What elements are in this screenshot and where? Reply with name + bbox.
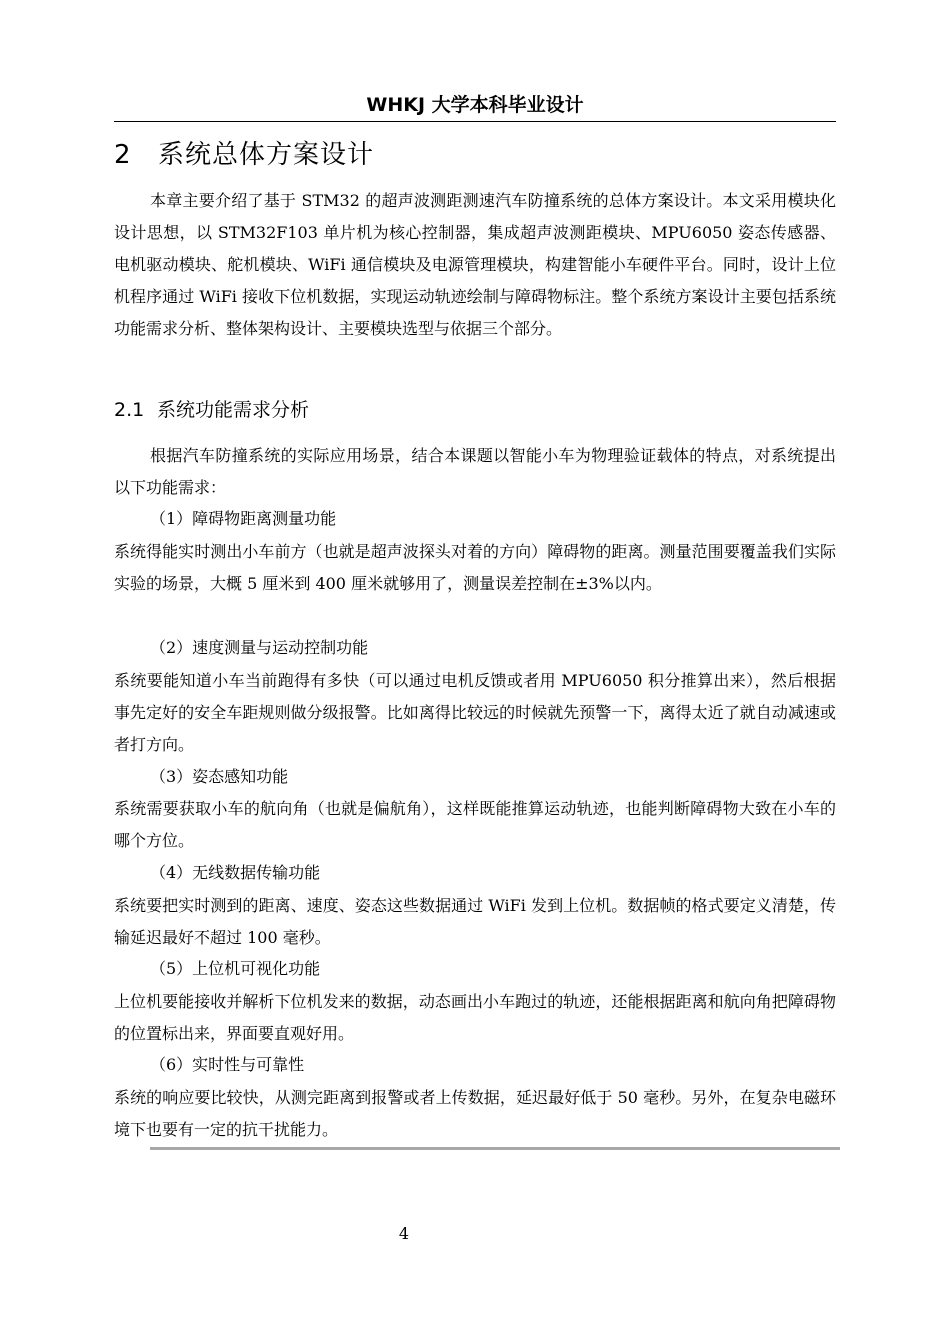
page-header: WHKJ 大学本科毕业设计 <box>366 94 584 116</box>
section-title <box>114 395 309 425</box>
item-body-5: 上位机要能接收并解析下位机发来的数据，动态画出小车跑过的轨迹，还能根据距离和航向角把障碍物的位置标出来，界面要直观好用。 <box>114 992 836 1043</box>
item-body-4: 系统要把实时测到的距离、速度、姿态这些数据通过 WiFi 发到上位机。数据帧的格式要定义清楚，传输延迟最好不超过 100 毫秒。 <box>114 896 836 947</box>
footer-divider <box>150 1147 840 1150</box>
item-heading-3: （3）姿态感知功能 <box>150 767 289 786</box>
section-title-text: 系统功能需求分析 <box>157 399 310 421</box>
item-heading-2: （2）速度测量与运动控制功能 <box>150 638 369 657</box>
intro-paragraph: 本章主要介绍了基于 STM32 的超声波测距测速汽车防撞系统的总体方案设计。本文采用模块化设计思想，以 STM32F103 单片机为核心控制器，集成超声波测距模块、MPU6050 姿态传感器、电机驱动模块、舵机模块、WiFi 通信模块及电源管理模块，构建智能小车硬件平台。同时，设计上位机程序通过 WiFi 接收下位机数据，实现运动轨迹绘制与障碍物标注。整个系统方案设计主要包括系统功能需求分析、整体架构设计、主要模块选型与依据三个部分。 <box>114 191 836 338</box>
item-body-6: 系统的响应要比较快，从测完距离到报警或者上传数据，延迟最好低于 50 毫秒。另外，在复杂电磁环境下也要有一定的抗干扰能力。 <box>114 1088 836 1139</box>
item-heading-5: （5）上位机可视化功能 <box>150 959 321 978</box>
item-heading-4: （4）无线数据传输功能 <box>150 863 321 882</box>
item-heading-1: （1）障碍物距离测量功能 <box>150 509 337 528</box>
item-body-3: 系统需要获取小车的航向角（也就是偏航角），这样既能推算运动轨迹，也能判断障碍物大致在小车的哪个方位。 <box>114 799 836 850</box>
section-number: 2.1 <box>114 399 145 421</box>
item-heading-6: （6）实时性与可靠性 <box>150 1055 305 1074</box>
item-body-1: 系统得能实时测出小车前方（也就是超声波探头对着的方向）障碍物的距离。测量范围要覆盖我们实际实验的场景，大概 5 厘米到 400 厘米就够用了，测量误差控制在±3%以内。 <box>114 542 836 593</box>
chapter-title <box>114 138 374 172</box>
page-number: 4 <box>398 1224 410 1243</box>
section-lead-paragraph: 根据汽车防撞系统的实际应用场景，结合本课题以智能小车为物理验证载体的特点，对系统提出以下功能需求： <box>114 446 836 497</box>
header-divider <box>114 121 836 122</box>
item-body-2: 系统要能知道小车当前跑得有多快（可以通过电机反馈或者用 MPU6050 积分推算出来），然后根据事先定好的安全车距规则做分级报警。比如离得比较远的时候就先预警一下，离得太近了就自动减速或者打方向。 <box>114 671 836 754</box>
chapter-number: 2 <box>114 140 132 170</box>
chapter-title-text: 系统总体方案设计 <box>158 140 375 170</box>
